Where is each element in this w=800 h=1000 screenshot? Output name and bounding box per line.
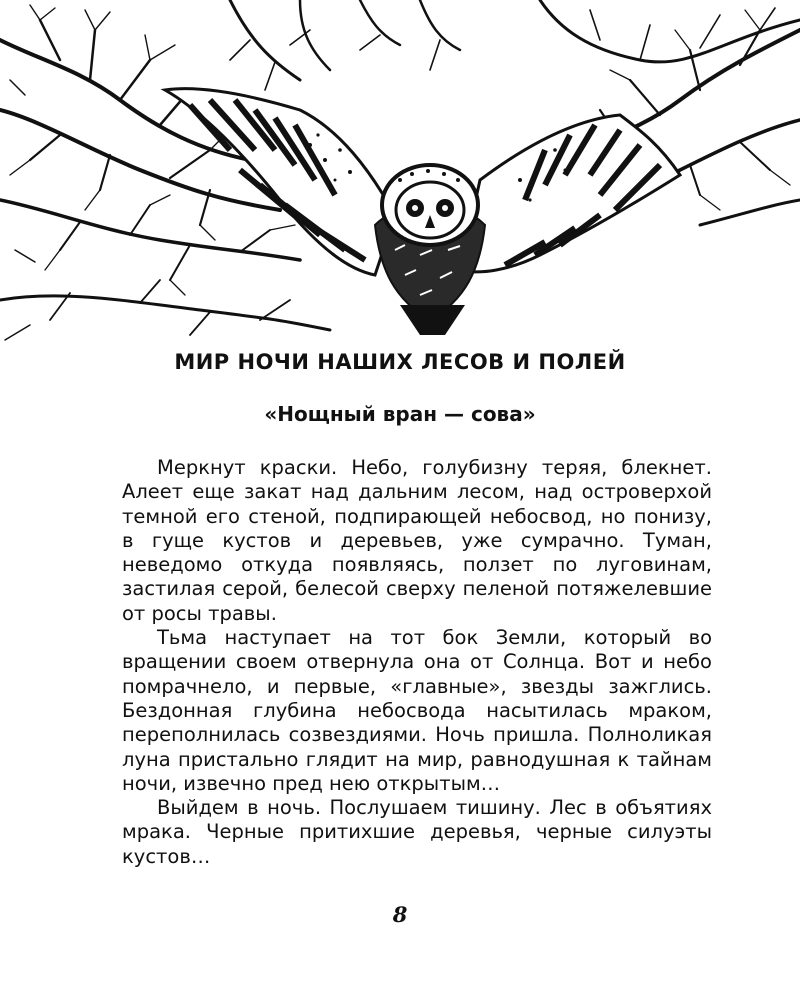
- paragraph: Меркнут краски. Небо, голубизну теряя, блекнет. Алеет еще закат над дальним лесом, над островерхой темной его стеной, подпирающей небосвод, но понизу, в гуще кустов и деревьев, уже сумрачно. Туман, неведомо откуда появляясь, ползет по луговинам, застилая серой, белесой сверху пеленой потяжелевшие от росы травы.: [122, 456, 712, 625]
- chapter-title: МИР НОЧИ НАШИХ ЛЕСОВ И ПОЛЕЙ: [174, 350, 626, 374]
- paragraph: Выйдем в ночь. Послушаем тишину. Лес в объятиях мрака. Черные притихшие деревья, черные силуэты кустов…: [122, 796, 712, 868]
- paragraph: Тьма наступает на тот бок Земли, который во вращении своем отвернула она от Солнца. Вот и небо помрачнело, и первые, «главные», звезды зажглись. Бездонная глубина небосвода насытилась мраком, переполнилась созвездиями. Ночь пришла. Полноликая луна пристально глядит на мир, равнодушная к тайнам ночи, извечно пред нею открытым…: [122, 626, 712, 795]
- owl-illustration: [0, 0, 800, 345]
- owl: [165, 89, 680, 335]
- body-text: [122, 456, 712, 869]
- section-title: «Нощный вран — сова»: [264, 402, 536, 426]
- page-number: 8: [392, 902, 408, 927]
